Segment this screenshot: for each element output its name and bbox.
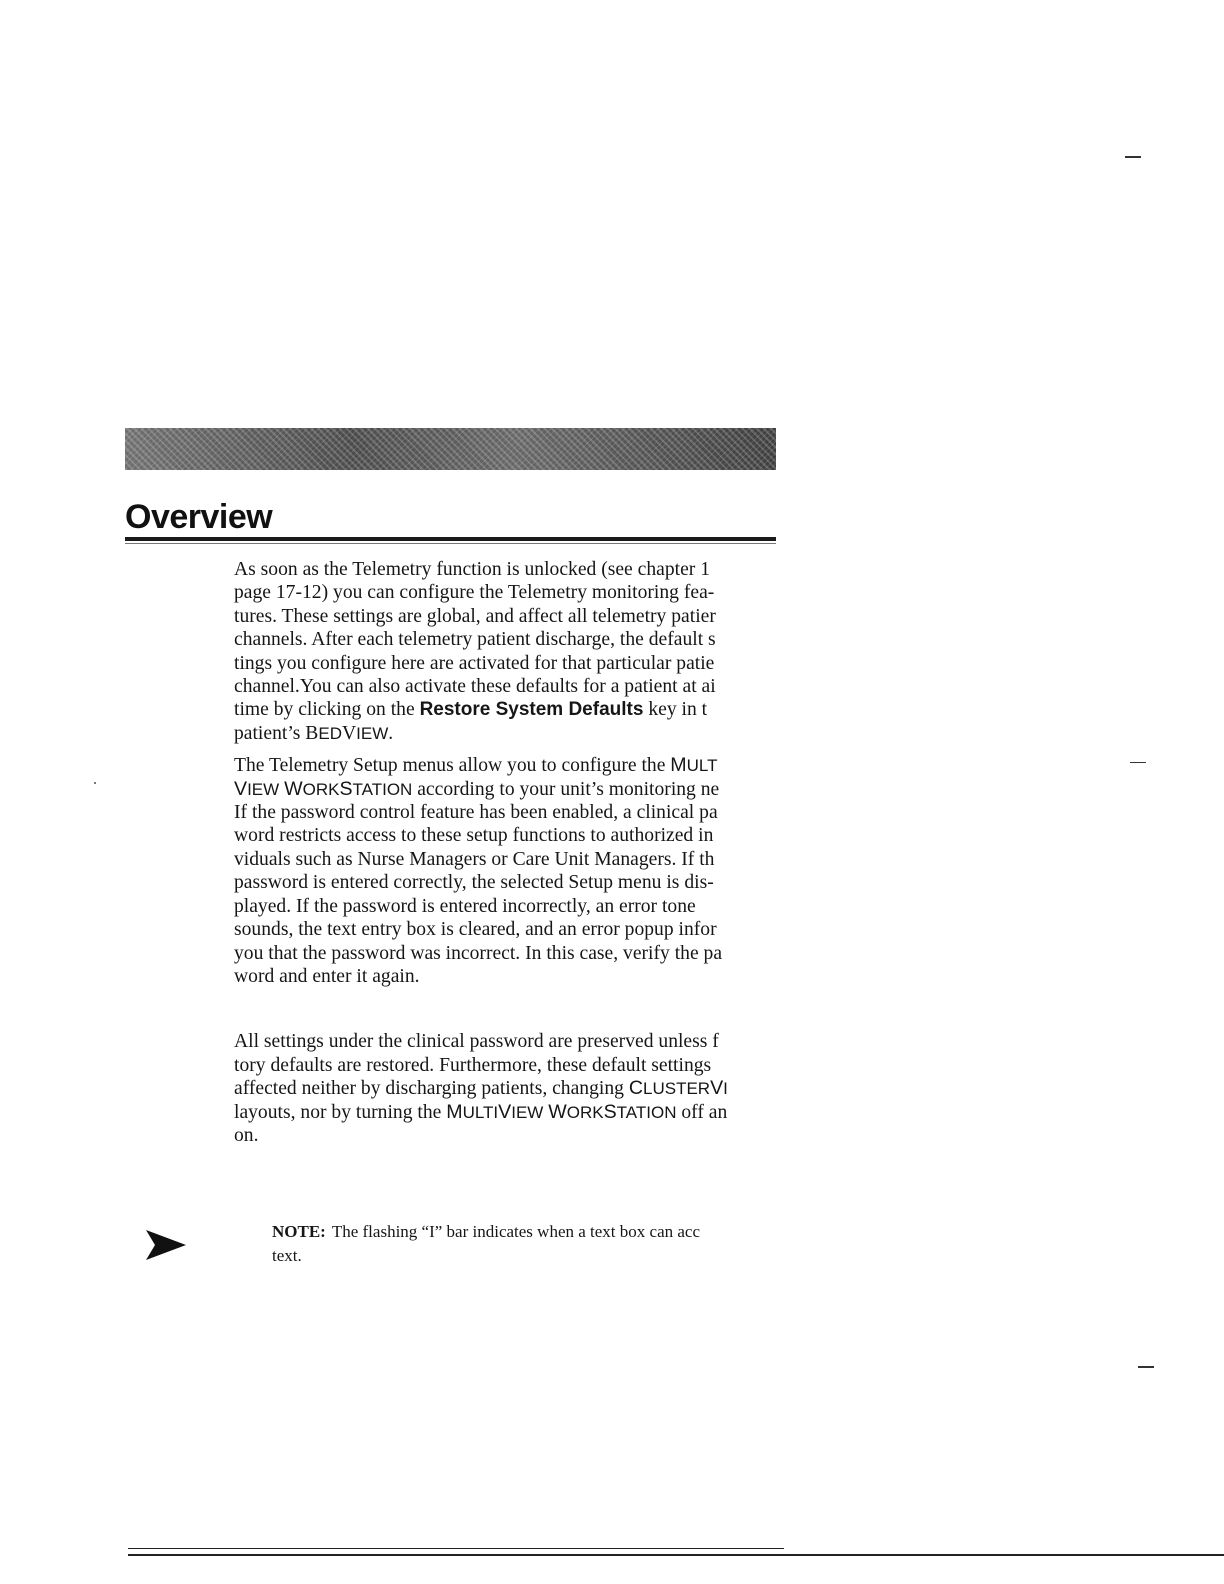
small-caps-rest: TATION <box>352 779 413 799</box>
small-caps-rest: ULTI <box>462 1102 499 1122</box>
small-caps-rest: ULT <box>686 756 718 776</box>
small-caps-initial: S <box>339 777 353 800</box>
small-caps-rest: IEW <box>247 779 280 799</box>
text-line <box>234 1077 778 1100</box>
small-caps-rest: ORK <box>566 1102 604 1122</box>
workstation-product-name <box>234 779 412 800</box>
text-line: you that the password was incorrect. In this case, verify the pa <box>234 942 723 964</box>
text-line: on. <box>234 1124 259 1146</box>
arrow-right-icon <box>146 1230 186 1260</box>
text-line <box>234 778 778 801</box>
small-caps-rest: LUSTER <box>643 1079 711 1099</box>
margin-mark <box>1125 156 1141 158</box>
text-line <box>234 698 778 721</box>
small-caps-initial: V <box>342 722 357 744</box>
text-line: page 17-12) you can configure the Telemetry monitoring fea- <box>234 582 715 604</box>
text-span: key in t <box>643 699 708 721</box>
text-span: off an <box>676 1101 728 1123</box>
note-text: The flashing “I” bar indicates when a text box can acc <box>331 1222 701 1241</box>
text-span: patient’s <box>234 722 306 744</box>
small-caps-rest: ORK <box>302 779 340 799</box>
small-caps-rest: IEW <box>511 1102 544 1122</box>
scan-speck <box>94 782 96 784</box>
text-line <box>234 1101 778 1124</box>
note-line <box>272 1220 782 1244</box>
text-line: word and enter it again. <box>234 965 420 987</box>
text-span: . <box>388 722 394 744</box>
text-line: played. If the password is entered incorrectly, an error tone <box>234 895 696 917</box>
text-line <box>234 754 778 777</box>
page-title: Overview <box>125 498 273 536</box>
text-span: according to your unit’s monitoring ne <box>412 778 720 800</box>
text-line: password is entered correctly, the selected Setup menu is dis- <box>234 872 714 894</box>
footer-rule <box>128 1548 784 1549</box>
note-label: NOTE: <box>272 1222 326 1241</box>
bedview-product-name <box>305 723 388 744</box>
small-caps-rest: IEW <box>356 723 389 743</box>
small-caps-initial: M <box>446 1100 463 1123</box>
text-span: time by clicking on the <box>234 699 420 721</box>
text-span: The Telemetry Setup menus allow you to configure the <box>234 755 671 777</box>
text-span: affected neither by discharging patients, changing <box>234 1078 629 1100</box>
text-line: All settings under the clinical password are preserved unless f <box>234 1031 719 1053</box>
small-caps-initial: V <box>498 1100 512 1123</box>
title-rule <box>125 537 776 541</box>
paragraph-settings-preserved <box>234 1030 778 1147</box>
small-caps-initial: V <box>234 777 248 800</box>
paragraph-setup-menus <box>234 754 778 988</box>
small-caps-rest: ED <box>318 723 342 743</box>
body-text <box>234 558 778 1147</box>
clusterview-product-name <box>629 1078 728 1099</box>
small-caps-rest: TATION <box>616 1102 677 1122</box>
small-caps-initial: W <box>548 1100 567 1123</box>
text-line: word restricts access to these setup functions to authorized in <box>234 825 714 847</box>
title-rule-shadow <box>125 543 776 544</box>
paragraph-telemetry-unlock <box>234 558 778 745</box>
small-caps-initial: W <box>284 777 303 800</box>
text-line: sounds, the text entry box is cleared, and an error popup infor <box>234 919 717 941</box>
text-line: tings you configure here are activated for that particular patie <box>234 652 715 674</box>
text-line: channel.You can also activate these defaults for a patient at ai <box>234 676 716 698</box>
small-caps-initial: C <box>628 1077 643 1100</box>
margin-mark <box>1138 1366 1154 1368</box>
multiview-product-name <box>670 755 717 776</box>
text-line: If the password control feature has been enabled, a clinical pa <box>234 802 718 824</box>
small-caps-initial: S <box>603 1100 617 1123</box>
note-line: text. <box>272 1246 302 1265</box>
text-line: As soon as the Telemetry function is unlocked (see chapter 1 <box>234 559 710 580</box>
footer-rule <box>128 1554 1224 1556</box>
small-caps-initial: M <box>670 754 687 777</box>
small-caps-initial: B <box>305 722 319 744</box>
small-caps-initial: V <box>710 1077 724 1100</box>
text-line: tures. These settings are global, and affect all telemetry patier <box>234 605 716 627</box>
small-caps-rest: I <box>723 1079 728 1099</box>
text-line: channels. After each telemetry patient discharge, the default s <box>234 629 716 651</box>
multiview-workstation-product-name <box>446 1102 676 1123</box>
text-line: tory defaults are restored. Furthermore, these default settings <box>234 1054 712 1076</box>
note-callout <box>272 1220 782 1268</box>
margin-mark <box>1130 762 1146 763</box>
text-span: layouts, nor by turning the <box>234 1101 447 1123</box>
text-line: viduals such as Nurse Managers or Care Unit Managers. If th <box>234 848 715 870</box>
text-line <box>234 722 778 745</box>
restore-system-defaults-key-name: Restore System Defaults <box>419 699 644 721</box>
section-banner <box>125 428 776 470</box>
